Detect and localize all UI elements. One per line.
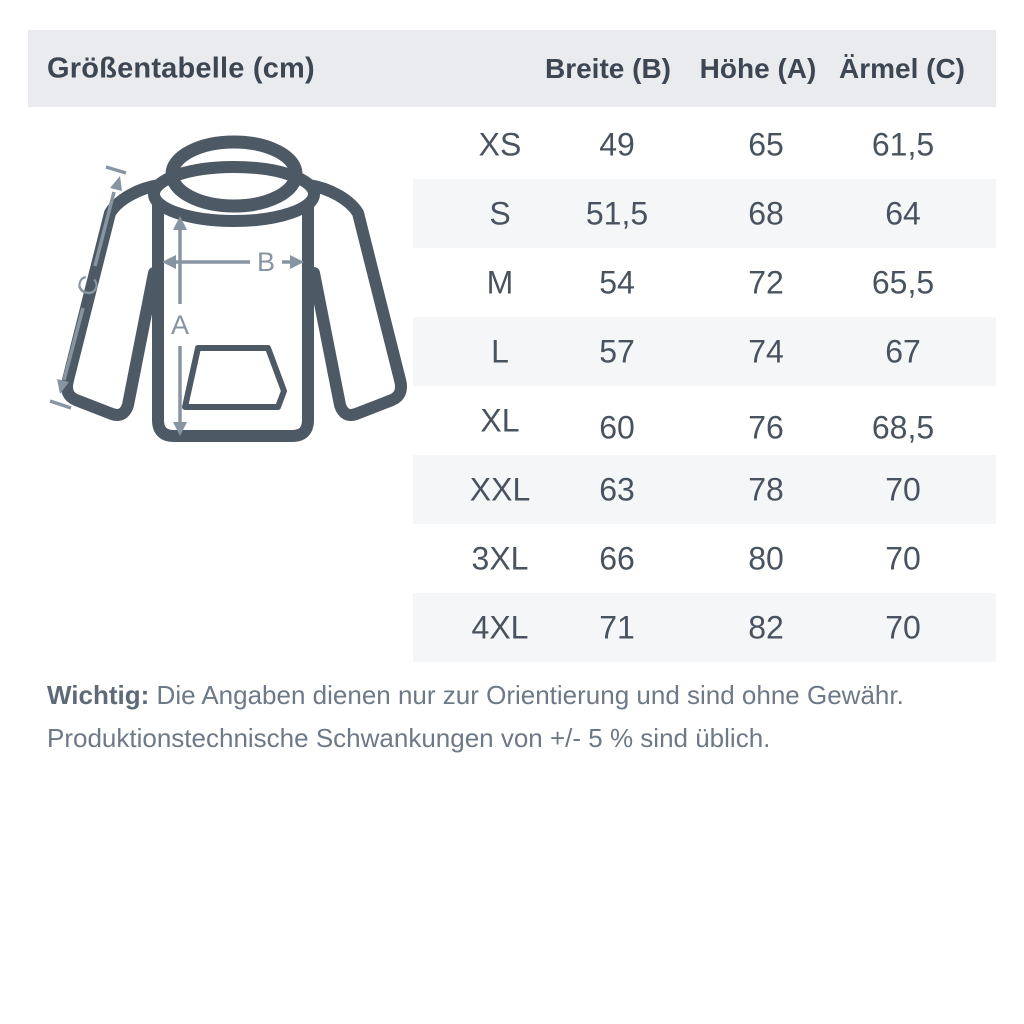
aermel-value: 70	[885, 471, 921, 507]
hoehe-value: 82	[748, 609, 784, 645]
hoehe-value: 74	[748, 333, 784, 369]
table-row	[413, 455, 996, 524]
size-label: XXL	[469, 471, 531, 507]
width-arrow-b-icon	[162, 255, 304, 269]
aermel-value: 65,5	[871, 264, 935, 300]
table-row	[413, 524, 996, 593]
aermel-value: 70	[885, 609, 921, 645]
breite-value: 63	[599, 471, 635, 507]
breite-value: 57	[599, 333, 635, 369]
table-row	[413, 248, 996, 317]
size-label: M	[486, 264, 514, 300]
column-header-aermel: Ärmel (C)	[838, 52, 966, 84]
breite-value: 51,5	[585, 195, 649, 231]
table-row	[413, 593, 996, 662]
size-label: XS	[478, 126, 522, 162]
hoehe-value: 72	[748, 264, 784, 300]
breite-value: 49	[599, 126, 635, 162]
hoehe-value: 68	[748, 195, 784, 231]
table-row	[413, 386, 996, 455]
aermel-value: 61,5	[871, 126, 935, 162]
table-header-bar	[28, 30, 996, 107]
disclaimer-line1: Die Angaben dienen nur zur Orientierung und sind ohne Gewähr.	[149, 680, 904, 710]
column-header-breite: Breite (B)	[544, 52, 672, 84]
aermel-value: 67	[885, 333, 921, 369]
hoehe-value: 65	[748, 126, 784, 162]
aermel-value: 70	[885, 540, 921, 576]
disclaimer-note	[47, 674, 987, 760]
label-b: B	[256, 247, 276, 277]
hoehe-value: 76	[748, 409, 784, 445]
column-header-hoehe: Höhe (A)	[699, 52, 817, 84]
size-table	[413, 110, 996, 662]
hoehe-value: 78	[748, 471, 784, 507]
label-c: C	[70, 271, 106, 300]
breite-value: 60	[599, 409, 635, 445]
page-title: Größentabelle (cm)	[47, 52, 315, 84]
hoodie-measurement-diagram	[38, 118, 430, 448]
table-row	[413, 110, 996, 179]
table-row	[413, 317, 996, 386]
label-a: A	[170, 310, 190, 340]
hoehe-value: 80	[748, 540, 784, 576]
breite-value: 71	[599, 609, 635, 645]
pocket-outline-icon	[185, 348, 284, 407]
disclaimer-label: Wichtig:	[47, 680, 150, 710]
breite-value: 54	[599, 264, 635, 300]
size-label: L	[491, 333, 509, 369]
size-label: 4XL	[471, 609, 529, 645]
table-row	[413, 179, 996, 248]
size-label: XL	[480, 402, 520, 438]
aermel-value: 68,5	[871, 409, 935, 445]
aermel-value: 64	[885, 195, 921, 231]
breite-value: 66	[599, 540, 635, 576]
size-label: S	[489, 195, 511, 231]
size-label: 3XL	[471, 540, 529, 576]
disclaimer-line2: Produktionstechnische Schwankungen von +/- 5 % sind üblich.	[47, 723, 771, 753]
